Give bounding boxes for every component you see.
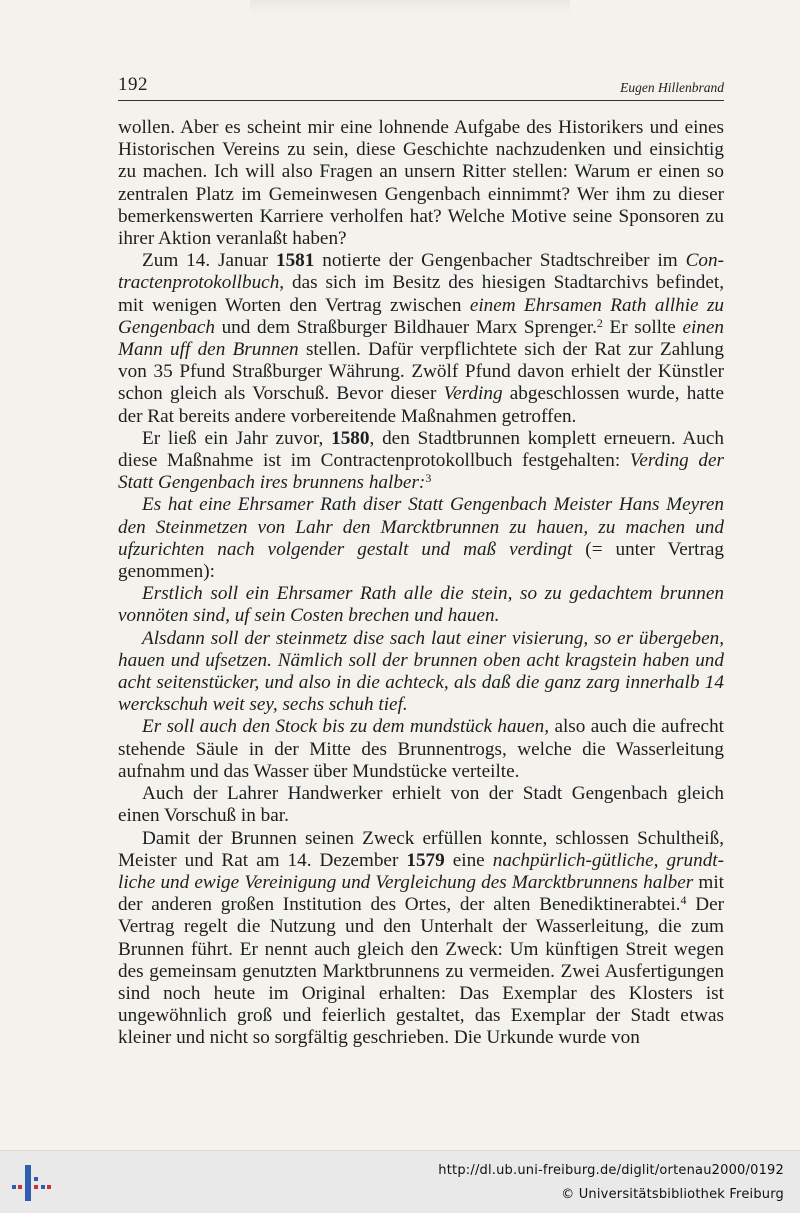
paragraph bbox=[118, 494, 724, 583]
quoted-source: Es hat eine Ehrsamer Rath diser Statt Gengenbach Meister Hans Meyren den Steinmetzen von Lahr den Marcktbrunnen zu hauen, zu machen und ufzurichten nach volgender gestalt und maß verdingt bbox=[118, 494, 724, 560]
text-run: Er sollte bbox=[602, 316, 683, 338]
text-run: abgeschlossen wurde, hatte der Rat bereits andere vorbereitende Maßnahmen getroffen. bbox=[118, 383, 724, 427]
quoted-source: einen Mann uff den Brunnen bbox=[118, 316, 724, 361]
body-text bbox=[118, 117, 724, 1050]
text-run: , das sich im Besitz des hiesigen Stadtarchivs befindet, mit wenigen Worten den Vertrag zwischen bbox=[118, 272, 724, 316]
quoted-source: Er soll auch den Stock bis zu dem mundstück hauen, bbox=[142, 716, 550, 738]
text-run: Auch der Lahrer Handwerker erhielt von der Stadt Gengenbach gleich einen Vorschuß in bar. bbox=[118, 783, 724, 827]
paragraph bbox=[118, 250, 724, 428]
year-bold: 1580 bbox=[331, 427, 370, 449]
paragraph bbox=[118, 783, 724, 827]
text-run: , den Stadtbrunnen komplett erneuern. Auch diese Maßnahme ist im Contractenprotokollbuch festgehalten: bbox=[118, 427, 724, 472]
quoted-source: einem Ehrsamen Rath allhie zu Gengenbach bbox=[118, 294, 725, 338]
running-head-author: Eugen Hillenbrand bbox=[620, 80, 724, 95]
page-number: 192 bbox=[118, 74, 148, 95]
footnote-marker: 2 bbox=[596, 315, 603, 330]
year-bold: 1579 bbox=[406, 849, 445, 871]
text-run: also auch die aufrecht stehende Säule in der Mitte des Brunnentrogs, welche die Wasserleitung aufnahm und das Wasser über Mundstücke verteilte. bbox=[118, 716, 724, 782]
copyright-notice: © Universitätsbibliothek Freiburg bbox=[561, 1187, 784, 1202]
quoted-source: nachpürlich-gütliche, grundtliche und ewige Vereinigung und Vergleichung des Marcktbrunnens halber bbox=[118, 849, 725, 893]
year-bold: 1581 bbox=[275, 250, 315, 272]
footnote-marker: 4 bbox=[680, 893, 687, 908]
footnote-marker: 3 bbox=[425, 471, 432, 486]
quoted-source: Verding bbox=[443, 383, 503, 405]
bleed-through-shadow bbox=[250, 0, 570, 14]
paragraph bbox=[118, 628, 724, 717]
ub-freiburg-logo-icon bbox=[10, 1163, 52, 1203]
quoted-source: Verding der Statt Gengenbach ires brunnens halber: bbox=[118, 450, 724, 494]
quoted-source: Erstlich soll ein Ehrsamer Rath alle die stein, so zu gedachtem brunnen vonnöten sind, uf sein Costen brechen und hauen. bbox=[118, 583, 724, 627]
viewer-footer bbox=[0, 1150, 800, 1213]
quoted-source: Alsdann soll der steinmetz dise sach laut einer visierung, so er übergeben, hauen und ufsetzen. Nämlich soll der brunnen oben acht kragstein haben und acht seitenstücker, und also in die achteck, als daß die ganz zarg innerhalb 14 werckschuh weit sey, sechs schuh tief. bbox=[118, 627, 724, 716]
quoted-source: Contractenprotokollbuch bbox=[118, 250, 724, 294]
text-run: stellen. Dafür verpflichtete sich der Rat zur Zahlung von 35 Pfund Straßburger Währung. Zwölf Pfund davon erhielt der Künstler schon gleich als Vorschuß. Bevor dieser bbox=[118, 339, 724, 405]
text-run: Der Vertrag regelt die Nutzung und den Unterhalt der Wasserleitung, die zum Brunnen führt. Er nennt auch gleich den Zweck: Um künftigen Streit wegen des gemeinsam genutzten Marktbrunnens zu vermeiden. Zwei Ausfertigungen sind noch heute im Original erhalten: Das Exemplar des Klosters ist ungewöhnlich groß und feierlich gestaltet, das Exemplar der Stadt etwas kleiner und nicht so sorgfältig geschrieben. Die Urkunde wurde von bbox=[118, 894, 724, 1049]
text-run: Er ließ ein Jahr zuvor, bbox=[142, 427, 332, 449]
source-url-link[interactable]: http://dl.ub.uni-freiburg.de/diglit/ortenau2000/0192 bbox=[438, 1163, 784, 1178]
text-run: Zum 14. Januar bbox=[142, 250, 276, 272]
text-run: (= unter Vertrag genommen): bbox=[118, 538, 724, 583]
paragraph bbox=[118, 117, 724, 250]
text-run: mit der anderen großen Institution des Ortes, der alten Benediktinerabtei. bbox=[118, 871, 724, 916]
text-run: eine bbox=[444, 849, 493, 871]
text-run: notierte der Gengenbacher Stadtschreiber im bbox=[314, 250, 686, 272]
paragraph bbox=[118, 828, 724, 1050]
paragraph bbox=[118, 428, 724, 495]
text-run: Damit der Brunnen seinen Zweck erfüllen konnte, schlossen Schultheiß, Meister und Rat am 14. Dezember bbox=[118, 827, 724, 871]
paragraph bbox=[118, 583, 724, 627]
text-run: wollen. Aber es scheint mir eine lohnende Aufgabe des Historikers und eines Historischen Vereins zu sein, diese Geschichte nachzudenken und einsichtig zu machen. Ich will also Fragen an unsern Ritter stellen: Warum er einen so zentralen Platz im Gemeinwesen Gengenbach einnimmt? Wer ihm zu dieser bemerkenswerten Karriere verholfen hat? Welche Motive seine Sponsoren zu ihrer Aktion veranlaßt haben? bbox=[118, 117, 724, 250]
running-head bbox=[118, 72, 724, 101]
paragraph bbox=[118, 716, 724, 783]
text-run: und dem Straßburger Bildhauer Marx Sprenger. bbox=[214, 316, 597, 338]
